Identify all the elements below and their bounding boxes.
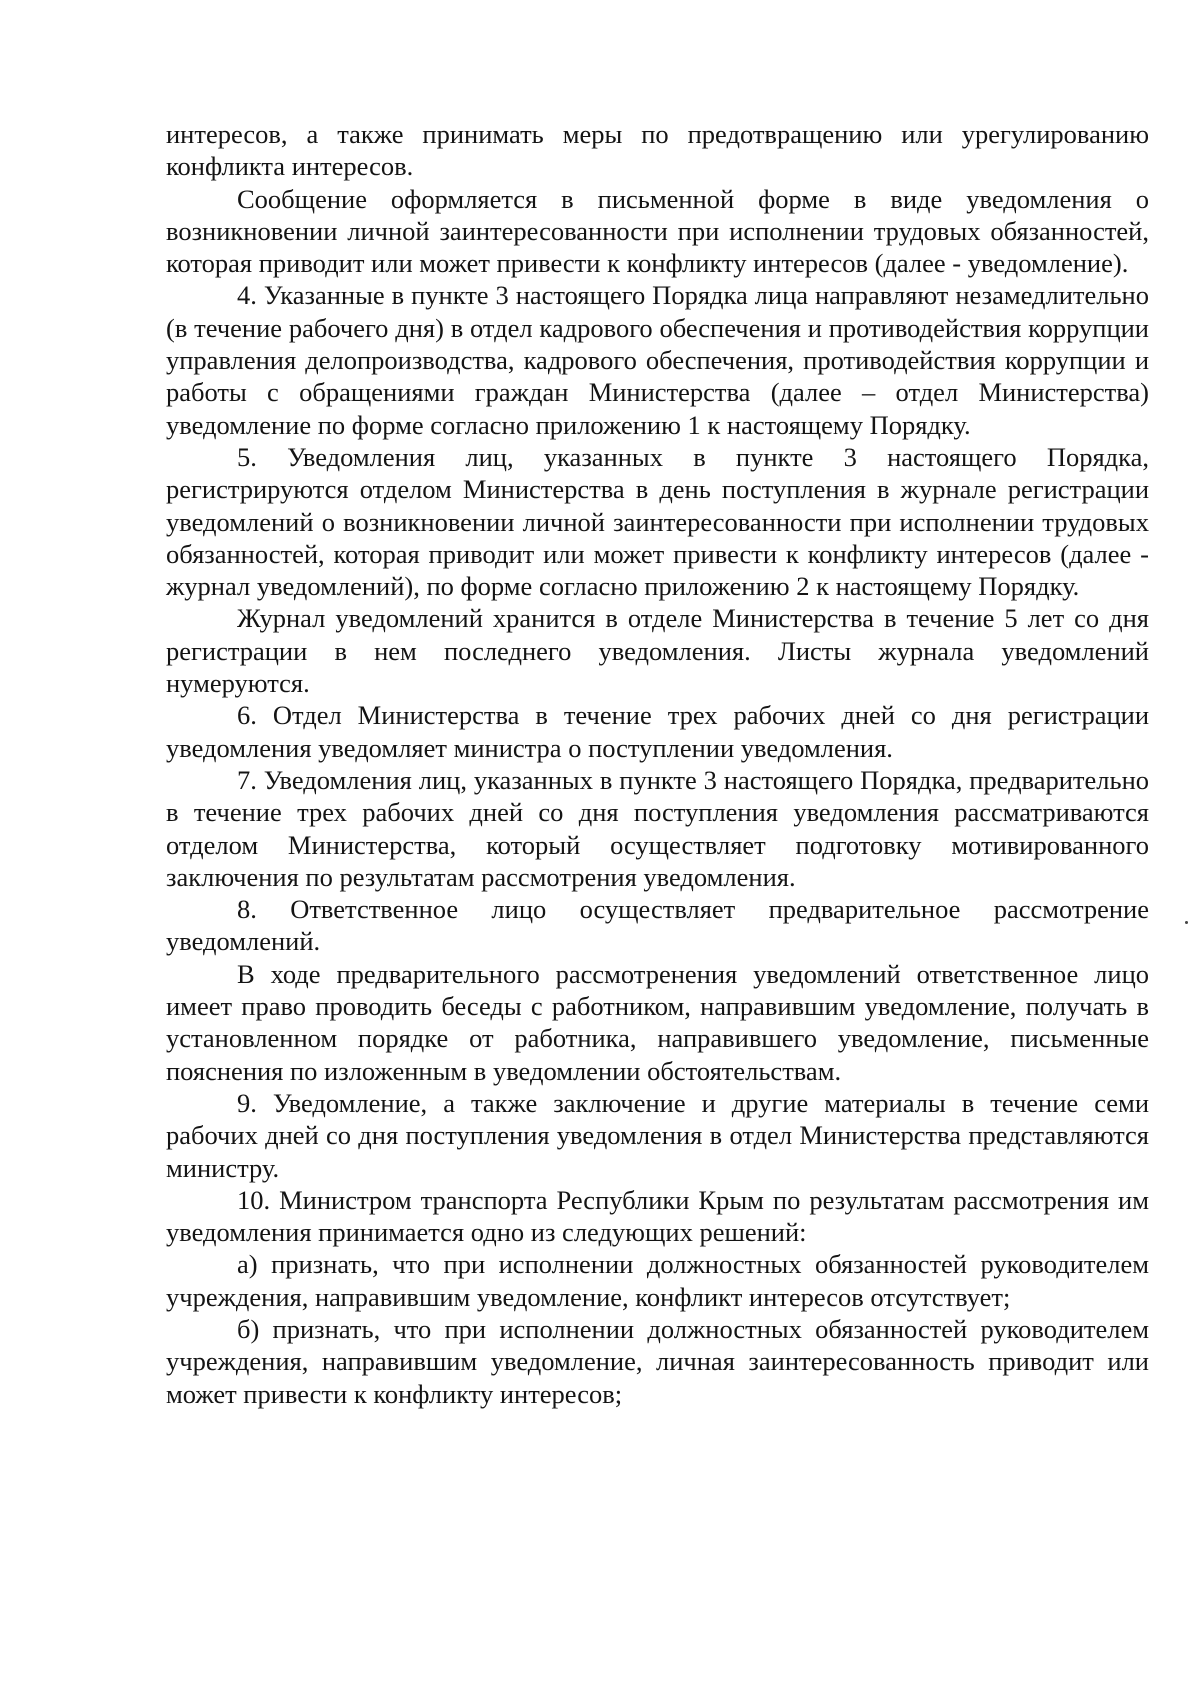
paragraph-decision-a: а) признать, что при исполнении должностных обязанностей руководителем учреждения, направившим уведомление, конфликт интересов отсутствует; xyxy=(166,1249,1149,1312)
paragraph-item-4: 4. Указанные в пункте 3 настоящего Порядка лица направляют незамедлительно (в течение рабочего дня) в отдел кадрового обеспечения и противодействия коррупции управления делопроизводства, кадрового обеспечения, противодействия коррупции и работы с обращениями граждан Министерства (далее – отдел Министерства) уведомление по форме согласно приложению 1 к настоящему Порядку. xyxy=(166,280,1149,440)
paragraph-journal-storage: Журнал уведомлений хранится в отделе Министерства в течение 5 лет со дня регистрации в нем последнего уведомления. Листы журнала уведомлений нумеруются. xyxy=(166,603,1149,699)
scan-speck xyxy=(1185,921,1188,924)
paragraph-notice-form: Сообщение оформляется в письменной форме в виде уведомления о возникновении личной заинтересованности при исполнении трудовых обязанностей, которая приводит или может привести к конфликту интересов (далее - уведомление). xyxy=(166,183,1149,279)
document-body xyxy=(166,118,1149,1410)
paragraph-item-10: 10. Министром транспорта Республики Крым по результатам рассмотрения им уведомления принимается одно из следующих решений: xyxy=(166,1184,1149,1248)
paragraph-item-9: 9. Уведомление, а также заключение и другие материалы в течение семи рабочих дней со дня поступления уведомления в отдел Министерства представляются министру. xyxy=(166,1087,1149,1183)
paragraph-continuation: интересов, а также принимать меры по предотвращению или урегулированию конфликта интересов. xyxy=(166,119,1149,182)
paragraph-item-7: 7. Уведомления лиц, указанных в пункте 3 настоящего Порядка, предварительно в течение трех рабочих дней со дня поступления уведомления рассматриваются отделом Министерства, который осуществляет подготовку мотивированного заключения по результатам рассмотрения уведомления. xyxy=(166,764,1149,892)
paragraph-item-5: 5. Уведомления лиц, указанных в пункте 3 настоящего Порядка, регистрируются отделом Министерства в день поступления в журнале регистрации уведомлений о возникновении личной заинтересованности при исполнении трудовых обязанностей, которая приводит или может привести к конфликту интересов (далее - журнал уведомлений), по форме согласно приложению 2 к настоящему Порядку. xyxy=(166,441,1149,602)
paragraph-preliminary-review: В ходе предварительного рассмотренения уведомлений ответственное лицо имеет право проводить беседы с работником, направившим уведомление, получать в установленном порядке от работника, направившего уведомление, письменные пояснения по изложенным в уведомлении обстоятельствам. xyxy=(166,958,1149,1086)
paragraph-item-6: 6. Отдел Министерства в течение трех рабочих дней со дня регистрации уведомления уведомляет министра о поступлении уведомления. xyxy=(166,700,1149,763)
paragraph-item-8: 8. Ответственное лицо осуществляет предварительное рассмотрение уведомлений. xyxy=(166,894,1149,957)
paragraph-decision-b: б) признать, что при исполнении должностных обязанностей руководителем учреждения, направившим уведомление, личная заинтересованность приводит или может привести к конфликту интересов; xyxy=(166,1313,1149,1409)
